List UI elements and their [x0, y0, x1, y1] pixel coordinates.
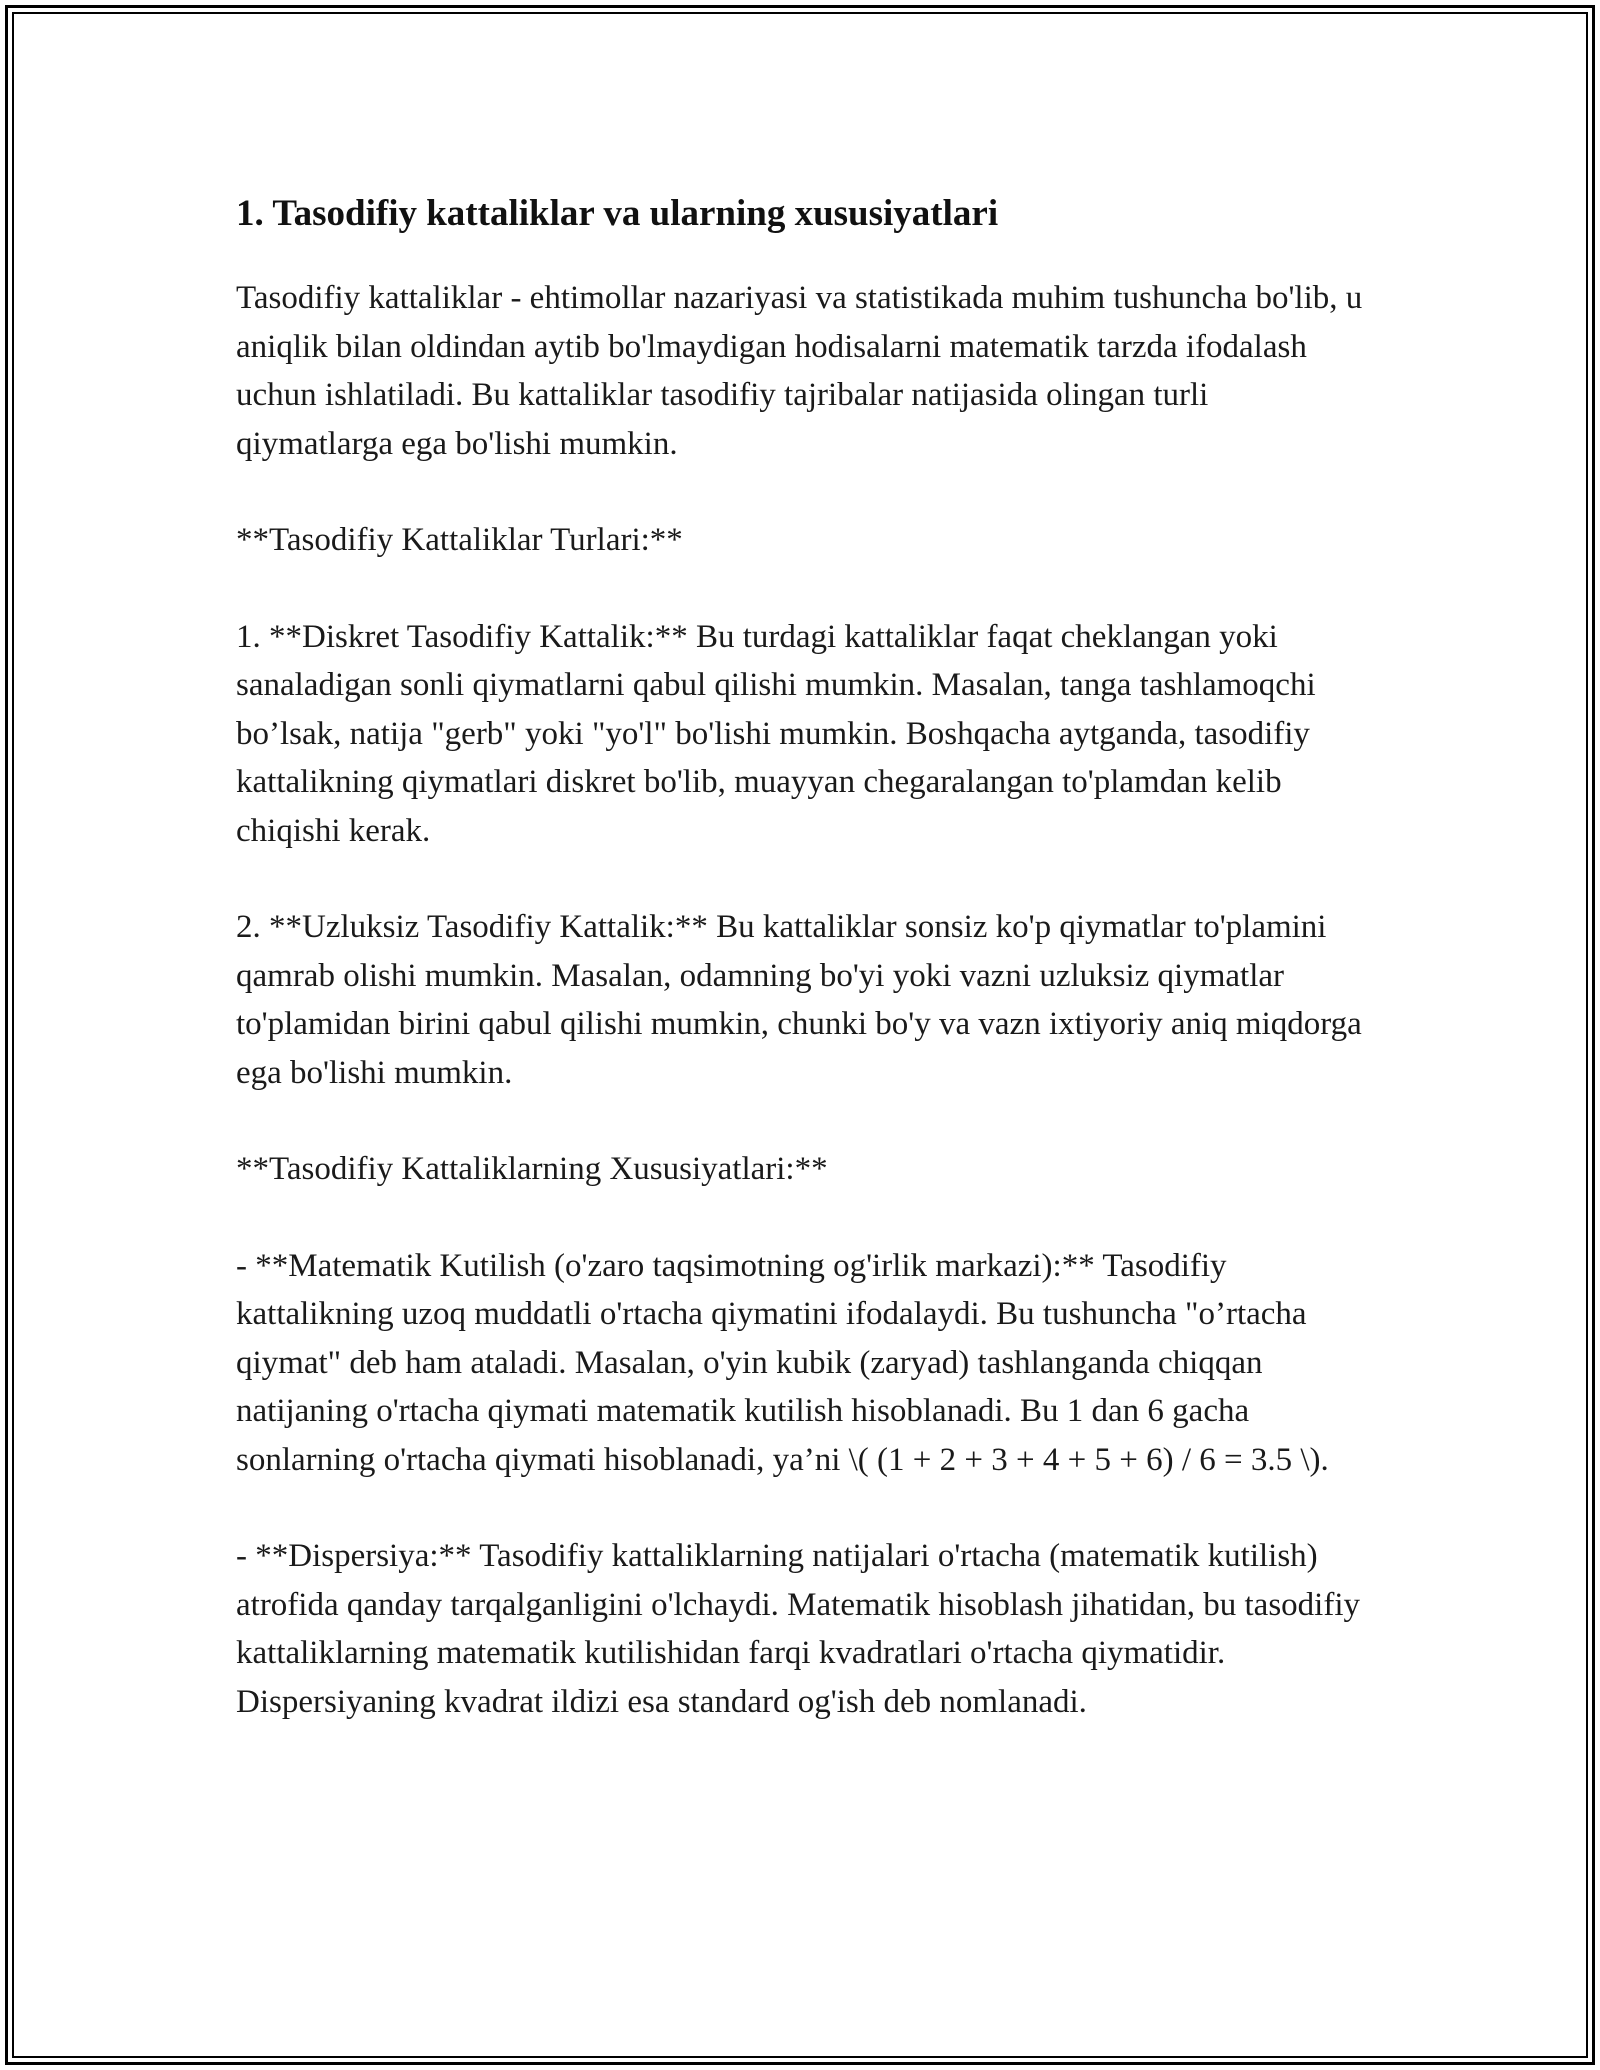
intro-paragraph: Tasodifiy kattaliklar - ehtimollar nazariyasi va statistikada muhim tushuncha bo'lib, u aniqlik bilan oldindan aytib bo'lmaydigan hodisalarni matematik tarzda ifodalash uchun ishlatiladi. Bu kattaliklar tasodifiy tajribalar natijasida olingan turli qiymatlarga ega bo'lishi mumkin. [236, 280, 1363, 462]
document-body [236, 188, 1366, 1774]
document-title: 1. Tasodifiy kattaliklar va ularning xususiyatlari [236, 193, 999, 234]
types-heading: **Tasodifiy Kattaliklar Turlari:** [236, 522, 683, 558]
continuous-paragraph: 2. **Uzluksiz Tasodifiy Kattalik:** Bu kattaliklar sonsiz ko'p qiymatlar to'plamini qamrab olishi mumkin. Masalan, odamning bo'yi yoki vazni uzluksiz qiymatlar to'plamidan birini qabul qilishi mumkin, chunki bo'y va vazn ixtiyoriy aniq miqdorga ega bo'lishi mumkin. [236, 909, 1362, 1091]
expectation-paragraph: - **Matematik Kutilish (o'zaro taqsimotning og'irlik markazi):** Tasodifiy kattalikning uzoq muddatli o'rtacha qiymatini ifodalaydi. Bu tushuncha "o’rtacha qiymat" deb ham ataladi. Masalan, o'yin kubik (zaryad) tashlanganda chiqqan natijaning o'rtacha qiymati matematik kutilish hisoblanadi. Bu 1 dan 6 gacha sonlarning o'rtacha qiymati hisoblanadi, ya’ni \( (1 + 2 + 3 + 4 + 5 + 6) / 6 = 3.5 \). [236, 1247, 1329, 1478]
properties-heading: **Tasodifiy Kattaliklarning Xususiyatlari:** [236, 1151, 828, 1187]
variance-paragraph: - **Dispersiya:** Tasodifiy kattaliklarning natijalari o'rtacha (matematik kutilish) atrofida qanday tarqalganligini o'lchaydi. Matematik hisoblash jihatidan, bu tasodifiy kattaliklarning matematik kutilishidan farqi kvadratlari o'rtacha qiymatidir. Dispersiyaning kvadrat ildizi esa standard og'ish deb nomlanadi. [236, 1538, 1360, 1720]
discrete-paragraph: 1. **Diskret Tasodifiy Kattalik:** Bu turdagi kattaliklar faqat cheklangan yoki sanaladigan sonli qiymatlarni qabul qilishi mumkin. Masalan, tanga tashlamoqchi bo’lsak, natija "gerb" yoki "yo'l" bo'lishi mumkin. Boshqacha aytganda, tasodifiy kattalikning qiymatlari diskret bo'lib, muayyan chegaralangan to'plamdan kelib chiqishi kerak. [236, 618, 1316, 849]
